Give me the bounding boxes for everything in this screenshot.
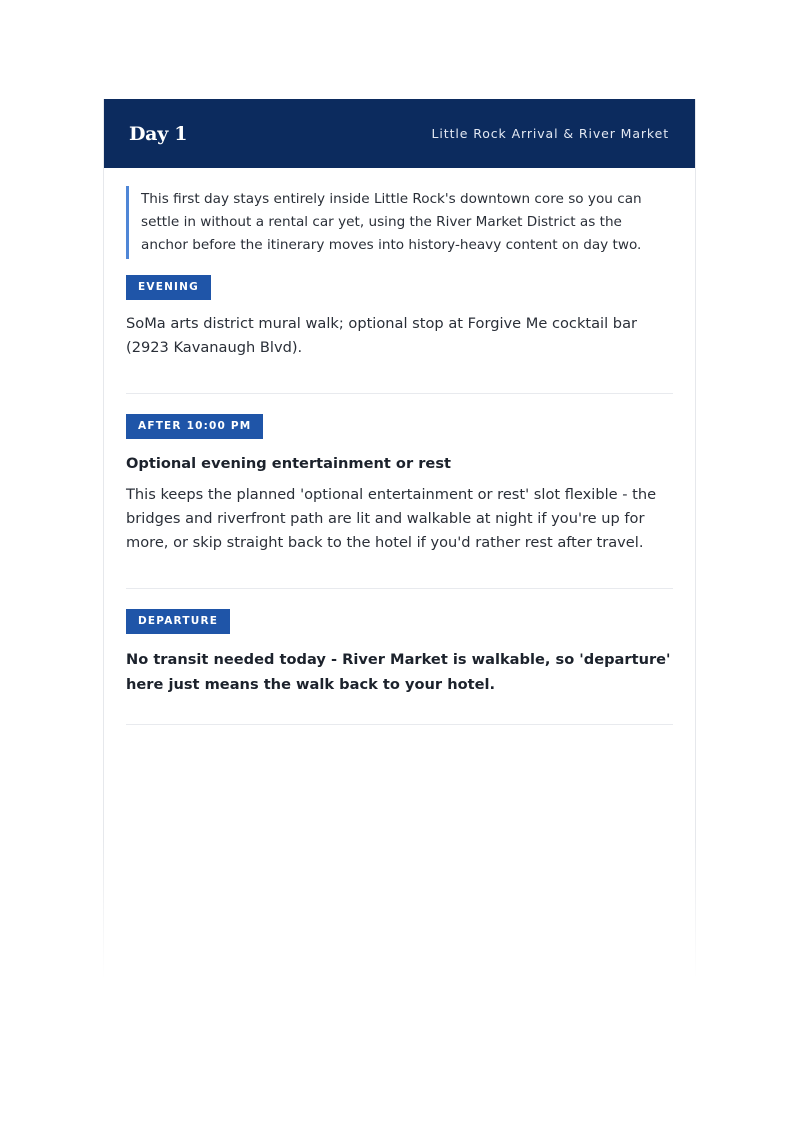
section-departure-heading: No transit needed today - River Market is walkable, so 'departure' here just means the walk back to your hotel. [126, 651, 671, 693]
day-body [104, 168, 695, 725]
section-divider [126, 724, 673, 725]
day-card [103, 99, 696, 979]
day-header [104, 99, 695, 168]
section-after-ten-heading: Optional evening entertainment or rest [126, 455, 451, 472]
time-tag-after-ten: AFTER 10:00 PM [126, 414, 263, 439]
day-title: Day 1 [129, 122, 188, 145]
section-evening [126, 275, 673, 360]
section-after-ten-text: This keeps the planned 'optional entertainment or rest' slot flexible - the bridges and riverfront path are lit and walkable at night if you're up for more, or skip straight back to the hotel if you'd rather rest after travel. [126, 486, 657, 551]
section-evening-text: SoMa arts district mural walk; optional stop at Forgive Me cocktail bar (2923 Kavanaugh Blvd). [126, 315, 638, 356]
time-tag-evening: EVENING [126, 275, 211, 300]
section-after-ten [126, 414, 673, 555]
intro-callout: This first day stays entirely inside Little Rock's downtown core so you can settle in without a rental car yet, using the River Market District as the anchor before the itinerary moves into history-heavy content on day two. [126, 186, 673, 259]
day-subtitle: Little Rock Arrival & River Market [431, 126, 669, 141]
section-divider [126, 588, 673, 589]
section-divider [126, 393, 673, 394]
time-tag-departure: DEPARTURE [126, 609, 230, 634]
section-departure [126, 609, 673, 697]
